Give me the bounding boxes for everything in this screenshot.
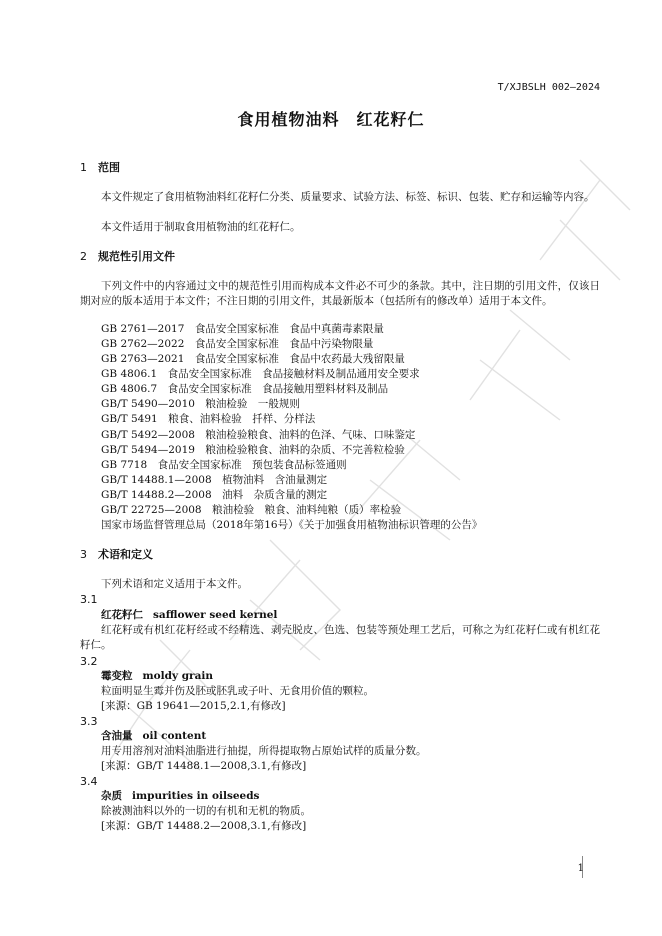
term-definition: 除被测油料以外的一切的有机和无机的物质。 xyxy=(101,805,311,817)
reference-item: GB/T 5492—2008 粮油检验粮食、油料的色泽、气味、口味鉴定 xyxy=(101,429,416,441)
term-source: [来源：GB 19641—2015,2.1,有修改] xyxy=(101,700,286,712)
section-heading-scope xyxy=(80,160,120,175)
section-title: 规范性引用文件 xyxy=(98,250,175,263)
section-number: 2 xyxy=(80,250,87,263)
section-heading-references xyxy=(80,249,175,264)
term-name-zh: 杂质 xyxy=(101,790,122,802)
reference-item: GB/T 5491 粮食、油料检验 扦样、分样法 xyxy=(101,413,316,425)
reference-item: GB 2762—2022 食品安全国家标准 食品中污染物限量 xyxy=(101,338,374,350)
reference-item: GB 7718 食品安全国家标准 预包装食品标签通则 xyxy=(101,459,347,471)
section-number: 1 xyxy=(80,161,87,174)
scope-paragraph-2: 本文件适用于制取食用植物油的红花籽仁。 xyxy=(101,221,301,233)
reference-item: GB/T 5494—2019 粮油检验粮食、油料的杂质、不完善粒检验 xyxy=(101,444,405,456)
term-number: 3.2 xyxy=(80,655,98,668)
term-source: [来源：GB/T 14488.1—2008,3.1,有修改] xyxy=(101,760,307,772)
reference-item: 国家市场监督管理总局（2018年第16号）《关于加强食用植物油标识管理的公告》 xyxy=(101,519,483,531)
term-name xyxy=(101,729,206,744)
reference-item: GB 4806.7 食品安全国家标准 食品接触用塑料材料及制品 xyxy=(101,383,389,395)
reference-item: GB 2761—2017 食品安全国家标准 食品中真菌毒素限量 xyxy=(101,323,384,335)
term-name-zh: 霉变粒 xyxy=(101,670,133,682)
term-source: [来源：GB/T 14488.2—2008,3.1,有修改] xyxy=(101,820,307,832)
page-number: 1 xyxy=(577,863,584,874)
term-definition: 红花籽或有机红花籽经或不经精选、剥壳脱皮、色选、包装等预处理工艺后，可称之为红花籽仁或有机红花籽仁。 xyxy=(80,624,600,651)
term-number: 3.3 xyxy=(80,715,98,728)
term-definition: 用专用溶剂对油料油脂进行抽提，所得提取物占原始试样的质量分数。 xyxy=(101,745,427,757)
term-number: 3.1 xyxy=(80,593,98,606)
term-name xyxy=(101,669,213,684)
term-name-zh: 含油量 xyxy=(101,730,133,742)
term-name-en: impurities in oilseeds xyxy=(132,790,260,802)
term-number: 3.4 xyxy=(80,775,98,788)
references-intro: 下列文件中的内容通过文中的规范性引用而构成本文件必不可少的条款。其中，注日期的引用文件，仅该日期对应的版本适用于本文件；不注日期的引用文件，其最新版本（包括所有的修改单）适用于本文件。 xyxy=(80,280,600,307)
term-name-en: oil content xyxy=(142,730,207,742)
section-heading-terms xyxy=(80,547,153,562)
section-number: 3 xyxy=(80,548,87,561)
reference-item: GB/T 22725—2008 粮油检验 粮食、油料纯粮（质）率检验 xyxy=(101,504,402,516)
term-name-zh: 红花籽仁 xyxy=(101,609,143,621)
scope-paragraph-1: 本文件规定了食用植物油料红花籽仁分类、质量要求、试验方法、标签、标识、包装、贮存和运输等内容。 xyxy=(101,191,595,203)
section-title: 术语和定义 xyxy=(98,548,153,561)
term-name xyxy=(101,789,259,804)
reference-item: GB/T 14488.1—2008 植物油料 含油量测定 xyxy=(101,474,328,486)
term-name-en: safflower seed kernel xyxy=(153,609,278,621)
document-id: T/XJBSLH 002—2024 xyxy=(497,82,600,93)
reference-item: GB 4806.1 食品安全国家标准 食品接触材料及制品通用安全要求 xyxy=(101,368,420,380)
term-definition: 粒面明显生霉并伤及胚或胚乳或子叶、无食用价值的颗粒。 xyxy=(101,685,374,697)
section-title: 范围 xyxy=(98,161,120,174)
document-title: 食用植物油料 红花籽仁 xyxy=(237,110,425,129)
term-name xyxy=(101,608,277,623)
reference-item: GB/T 14488.2—2008 油料 杂质含量的测定 xyxy=(101,489,328,501)
reference-item: GB/T 5490—2010 粮油检验 一般规则 xyxy=(101,398,300,410)
reference-item: GB 2763—2021 食品安全国家标准 食品中农药最大残留限量 xyxy=(101,353,405,365)
term-name-en: moldy grain xyxy=(142,670,214,682)
terms-intro: 下列术语和定义适用于本文件。 xyxy=(101,578,248,590)
